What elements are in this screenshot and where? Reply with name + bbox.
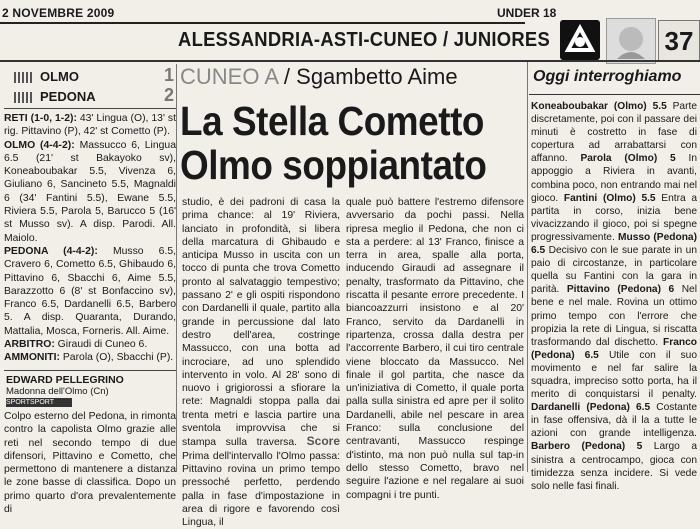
article-place: Madonna dell'Olmo (Cn) xyxy=(6,386,109,397)
score-row-olmo xyxy=(6,65,174,86)
rating-item: Musso (Pedona) 6.5 Decisivo con le sue parate in un paio di circostanze, in particolare quella su Fantini con la gara in parità. xyxy=(531,231,697,296)
match-info xyxy=(4,112,176,365)
category-label: UNDER 18 xyxy=(497,6,557,20)
section-title: ALESSANDRIA-ASTI-CUNEO / JUNIORES xyxy=(178,29,551,51)
box-divider xyxy=(527,62,528,472)
ratings-rule xyxy=(529,94,700,95)
team-bar-icon xyxy=(14,72,32,83)
publication-date: 2 NOVEMBRE 2009 xyxy=(2,6,115,20)
subheading: Score xyxy=(306,434,340,449)
team-name: OLMO xyxy=(40,69,79,84)
headline-line-1: La Stella Cometto xyxy=(180,98,485,144)
rating-item: Barbero (Pedona) 5 Largo a sinistra a centrocampo, gioca con timidezza senza incidere. Si vede solo nelle fasi finali. xyxy=(531,441,697,492)
source-badge: SPORTSPORT xyxy=(6,398,72,407)
kicker-city: CUNEO A xyxy=(180,64,278,89)
referee-info: ARBITRO: Giraudi di Cuneo 6. xyxy=(4,339,148,351)
score-row-pedona xyxy=(6,85,174,106)
team-name: PEDONA xyxy=(40,89,96,104)
team-score: 2 xyxy=(163,85,174,105)
rating-item: Fantini (Olmo) 5.5 Entra a partita in corso, inizia bene vivacizzando il gioco, poi si spegne progressivamente. xyxy=(531,192,697,243)
article-column-1: studio, è dei padroni di casa la prima chance: al 19' Riviera, lanciato in profondità, si libera della marcatura di Ghibaudo e anticipa Musso in uscita con un tocco di punta che trova Cometto pronto al salvataggio tempestivo; passano 2' e gli ospiti rispondono con Dardanelli il quale, partito alla grande in percussione dal lato destro dell'area, costringe Massucco, con una botta ad incrociare, ad uno splendido intervento in volo. Al 28' sono di nuovo i grigiorossi a sfiorare la rete: Magnaldi stoppa palla dai trenta metri e lascia partire una sventola improvvisa che si stampa sulla traversa. Score Prima dell'intervallo l'Olmo passa: Pittavino rovina un primo tempo pressoché perfetto, perdendo palla in fase d'impostazione in area di rigore e favorendo così Lingua, il xyxy=(182,197,340,529)
headline-line-2: Olmo soppiantato xyxy=(180,142,487,188)
cartoon-logo-icon xyxy=(606,18,656,64)
score-divider xyxy=(4,108,176,109)
article-intro: Colpo esterno del Pedona, in rimonta contro la capolista Olmo grazie alle reti nel secondo tempo di due difensori, Pittavino e Cometto, che permettono di mantenere a distanza le zone basse di classifica. Dopo un primo quarto d'ora prevalentemente di xyxy=(4,411,176,516)
article-column-2: quale può battere l'estremo difensore avversario da pochi passi. Nella ripresa meglio il Pedona, che non ci sta a perdere: al 13' Franco, finisce a terra in area, spalle alla porta, inducendo Giraudi ad assegnare il penalty, trasformato da Pittavino, che riscatta il pesante errore precedente. I biancoazzurri insistono e al 20' Franco, servito da Dardanelli in ripartenza, crossa dalla destra per l'accorrente Barbero, il cui tiro centrale viene bloccato da Massucco. Nel finale il gol partita, che nasce da un'iniziativa di Cometto, il quale porta palla sulla sinistra ed apre per il solito Dardanelli, abile nel pescare in area Franco: sulla conclusione del centravanti, Massucco respinge d'istinto, ma non può nulla sul tap-in dello stesso Cometto, bravo nel seguire l'azione e nel regalare ai suoi compagni i tre punti. xyxy=(346,197,524,501)
rating-item: Dardanelli (Pedona) 6.5 Costante in fase offensiva, dà il la a tutte le azioni con grande intelligenza. xyxy=(531,402,697,440)
column-divider xyxy=(176,64,177,472)
rating-item: Pittavino (Pedona) 6 Nel bene e nel male. Rovina un ottimo primo tempo con l'errore che propizia la rete di Lingua, si riscatta trasformando dal dischetto. xyxy=(531,284,697,348)
header-divider xyxy=(0,60,700,62)
header-rule xyxy=(0,22,525,24)
pedona-lineup: PEDONA (4-4-2): Musso 6.5, Cravero 6, Cometto 6.5, Ghibaudo 6, Pittavino 6, Sbacchi 6, Aime 5.5, Barazzotto 6 (8' st Bonfaccino sv), Franco 6.5, Dardanelli 6.5, Barbero 5. A disp. Quaranta, Durando, Mattalia, Mosca, Forneris. All. Aime. xyxy=(4,245,176,337)
page-number: 37 xyxy=(658,20,700,62)
rating-item: Franco (Pedona) 6.5 Utile con il suo movimento e nel far salire la squadra, impreciso sotto porta, ha il merito di conquistarsi il penalty. xyxy=(531,336,697,401)
ratings-title: Oggi interroghiamo xyxy=(533,68,682,85)
rating-item: Koneaboubakar (Olmo) 5.5 Parte discretamente, poi con il passare dei minuti è costretto in fase di copertura ad arrabattarsi con affanno. xyxy=(531,101,697,165)
team-bar-icon xyxy=(14,92,32,103)
team-score: 1 xyxy=(163,65,174,85)
goals-info: RETI (1-0, 1-2): 43' Lingua (O), 13' st rig. Pittavino (P), 42' st Cometto (P). xyxy=(4,113,176,138)
article-author: EDWARD PELLEGRINO xyxy=(6,374,124,386)
olmo-lineup: OLMO (4-4-2): Massucco 6, Lingua 6.5 (21' st Bakayoko sv), Koneaboubakar 5.5, Vivenza 6, Giuliano 6, Sancineto 5.5, Magnaldi 6 (34' Fantini 5.5), Ewane 5.5, Riviera 5.5, Parola 5, Barucco 5 (16' st Musso sv). A disp. Parodi. All. Maiolo. xyxy=(4,139,176,244)
article-kicker xyxy=(180,64,458,90)
rating-item: Parola (Olmo) 5 In appoggio a Riviera in avanti, combina poco, non entrando mai nel gioco. xyxy=(531,153,698,204)
bookings-info: AMMONITI: Parola (O), Sbacchi (P). xyxy=(4,352,174,364)
kicker-topic: / Sgambetto Aime xyxy=(277,64,458,89)
ratings-list xyxy=(531,100,697,493)
sport-logo-icon xyxy=(560,20,600,60)
byline-divider xyxy=(4,370,176,371)
